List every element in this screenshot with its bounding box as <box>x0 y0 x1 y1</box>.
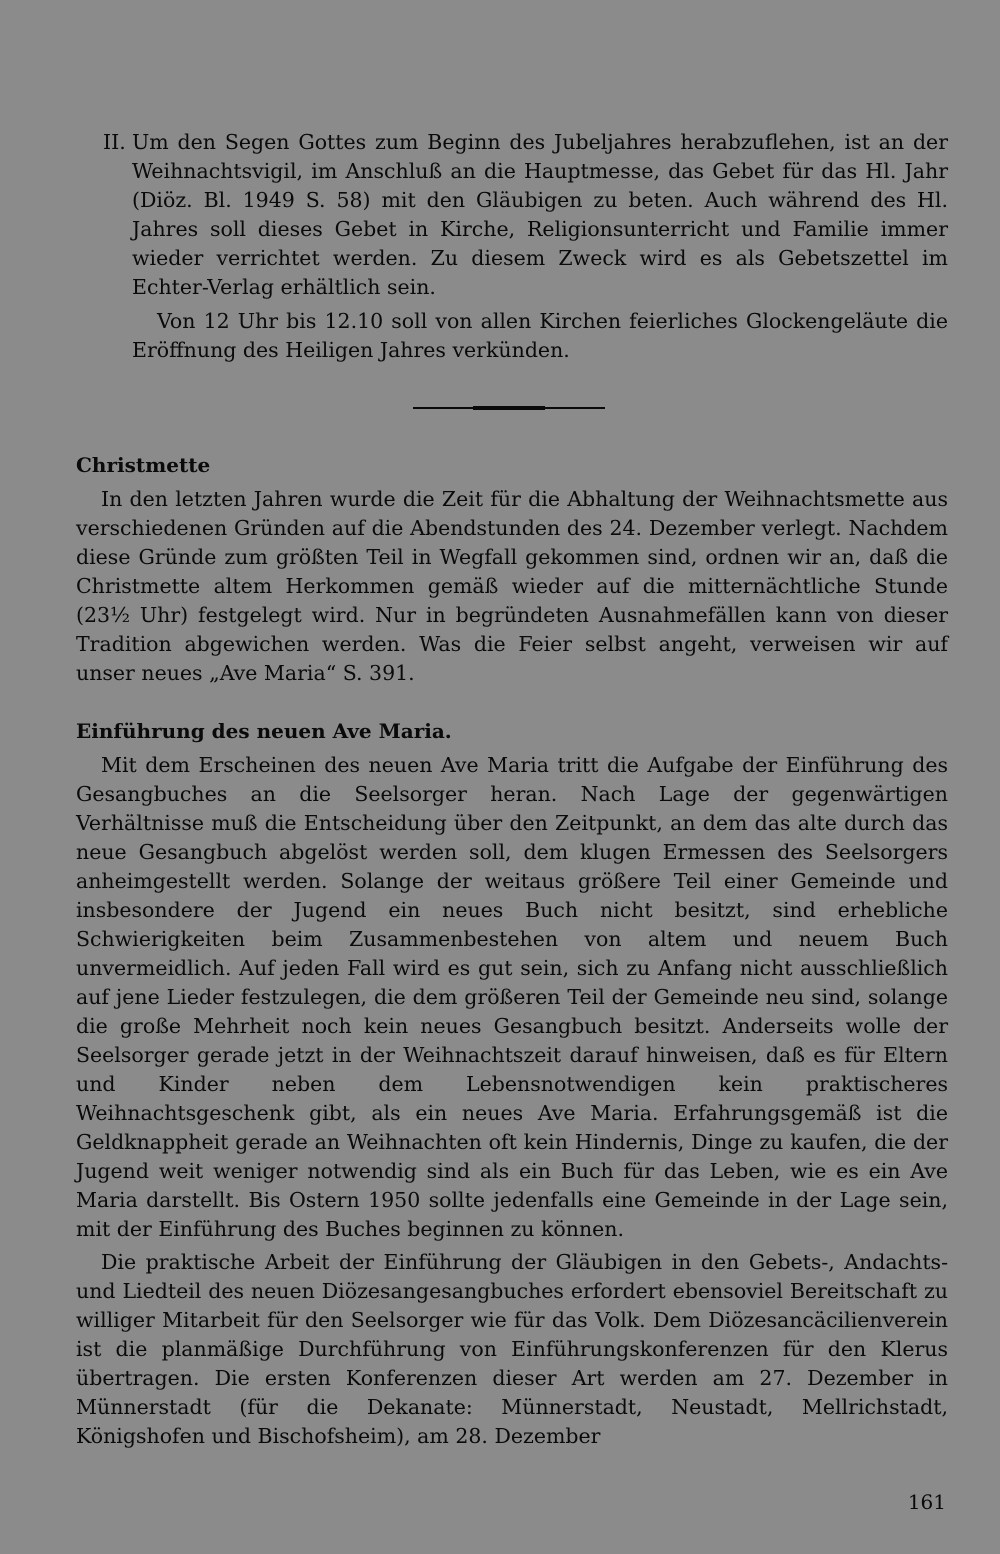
section-christmette <box>76 452 948 688</box>
christmette-paragraph: In den letzten Jahren wurde die Zeit für die Abhaltung der Weihnachtsmette aus verschiedenen Gründen auf die Abendstunden des 24. Dezember verlegt. Nachdem diese Gründe zum größten Teil in Wegfall gekommen sind, ordnen wir an, daß die Christmette altem Herkommen gemäß wieder auf die mitternächtliche Stunde (23½ Uhr) festgelegt wird. Nur in begründeten Ausnahmefällen kann von dieser Tradition abgewichen werden. Was die Feier selbst angeht, verweisen wir auf unser neues „Ave Maria“ S. 391. <box>76 487 948 685</box>
ave-maria-paragraph-2: Die praktische Arbeit der Einführung der Gläubigen in den Gebets-, Andachts- und Liedteil des neuen Diözesangesangbuches erfordert ebensoviel Bereitschaft zu williger Mitarbeit für den Seelsorger wie für das Volk. Dem Diözesancäcilienverein ist die planmäßige Durchführung von Einführungskonferenzen für den Klerus übertragen. Die ersten Konferenzen dieser Art werden am 27. Dezember in Münnerstadt (für die Dekanate: Münnerstadt, Neustadt, Mellrichstadt, Königshofen und Bischofsheim), am 28. Dezember <box>76 1250 948 1448</box>
item-number: II. <box>103 130 126 154</box>
page-number: 161 <box>907 1490 946 1514</box>
section-holy-year <box>103 128 948 365</box>
ave-maria-heading: Einführung des neuen Ave Maria. <box>76 719 452 743</box>
item-paragraph <box>103 128 948 302</box>
item-text: Um den Segen Gottes zum Beginn des Jubeljahres herabzuflehen, ist an der Weihnachtsvigil, im Anschluß an die Hauptmesse, das Gebet für das Hl. Jahr (Diöz. Bl. 1949 S. 58) mit den Gläubigen zu beten. Auch während des Hl. Jahres soll dieses Gebet in Kirche, Religionsunterricht und Familie immer wieder verrichtet werden. Zu diesem Zweck wird es als Gebetszettel im Echter-Verlag erhältlich sein. <box>132 130 948 299</box>
christmette-heading: Christmette <box>76 453 211 477</box>
bells-paragraph: Von 12 Uhr bis 12.10 soll von allen Kirchen feierliches Glockengeläute die Eröffnung des Heiligen Jahres verkünden. <box>132 309 948 362</box>
ave-maria-paragraph-1: Mit dem Erscheinen des neuen Ave Maria tritt die Aufgabe der Einführung des Gesangbuches an die Seelsorger heran. Nach Lage der gegenwärtigen Verhältnisse muß die Entscheidung über den Zeitpunkt, an dem das alte durch das neue Gesangbuch abgelöst werden soll, dem klugen Ermessen des Seelsorgers anheimgestellt werden. Solange der weitaus größere Teil einer Gemeinde und insbesondere der Jugend ein neues Buch nicht besitzt, sind erhebliche Schwierigkeiten beim Zusammenbestehen von altem und neuem Buch unvermeidlich. Auf jeden Fall wird es gut sein, sich zu Anfang nicht ausschließlich auf jene Lieder festzulegen, die dem größeren Teil der Gemeinde neu sind, solange die große Mehrheit noch kein neues Gesangbuch besitzt. Anderseits wolle der Seelsorger gerade jetzt in der Weihnachtszeit darauf hinweisen, daß es für Eltern und Kinder neben dem Lebensnotwendigen kein praktischeres Weihnachtsgeschenk gibt, als ein neues Ave Maria. Erfahrungsgemäß ist die Geldknappheit gerade an Weihnachten oft kein Hindernis, Dinge zu kaufen, die der Jugend weit weniger notwendig sind als ein Buch für das Leben, wie es ein Ave Maria darstellt. Bis Ostern 1950 sollte jedenfalls eine Gemeinde in der Lage sein, mit der Einführung des Buches beginnen zu können. <box>76 753 948 1241</box>
section-divider <box>413 407 605 409</box>
section-ave-maria <box>76 718 948 1451</box>
